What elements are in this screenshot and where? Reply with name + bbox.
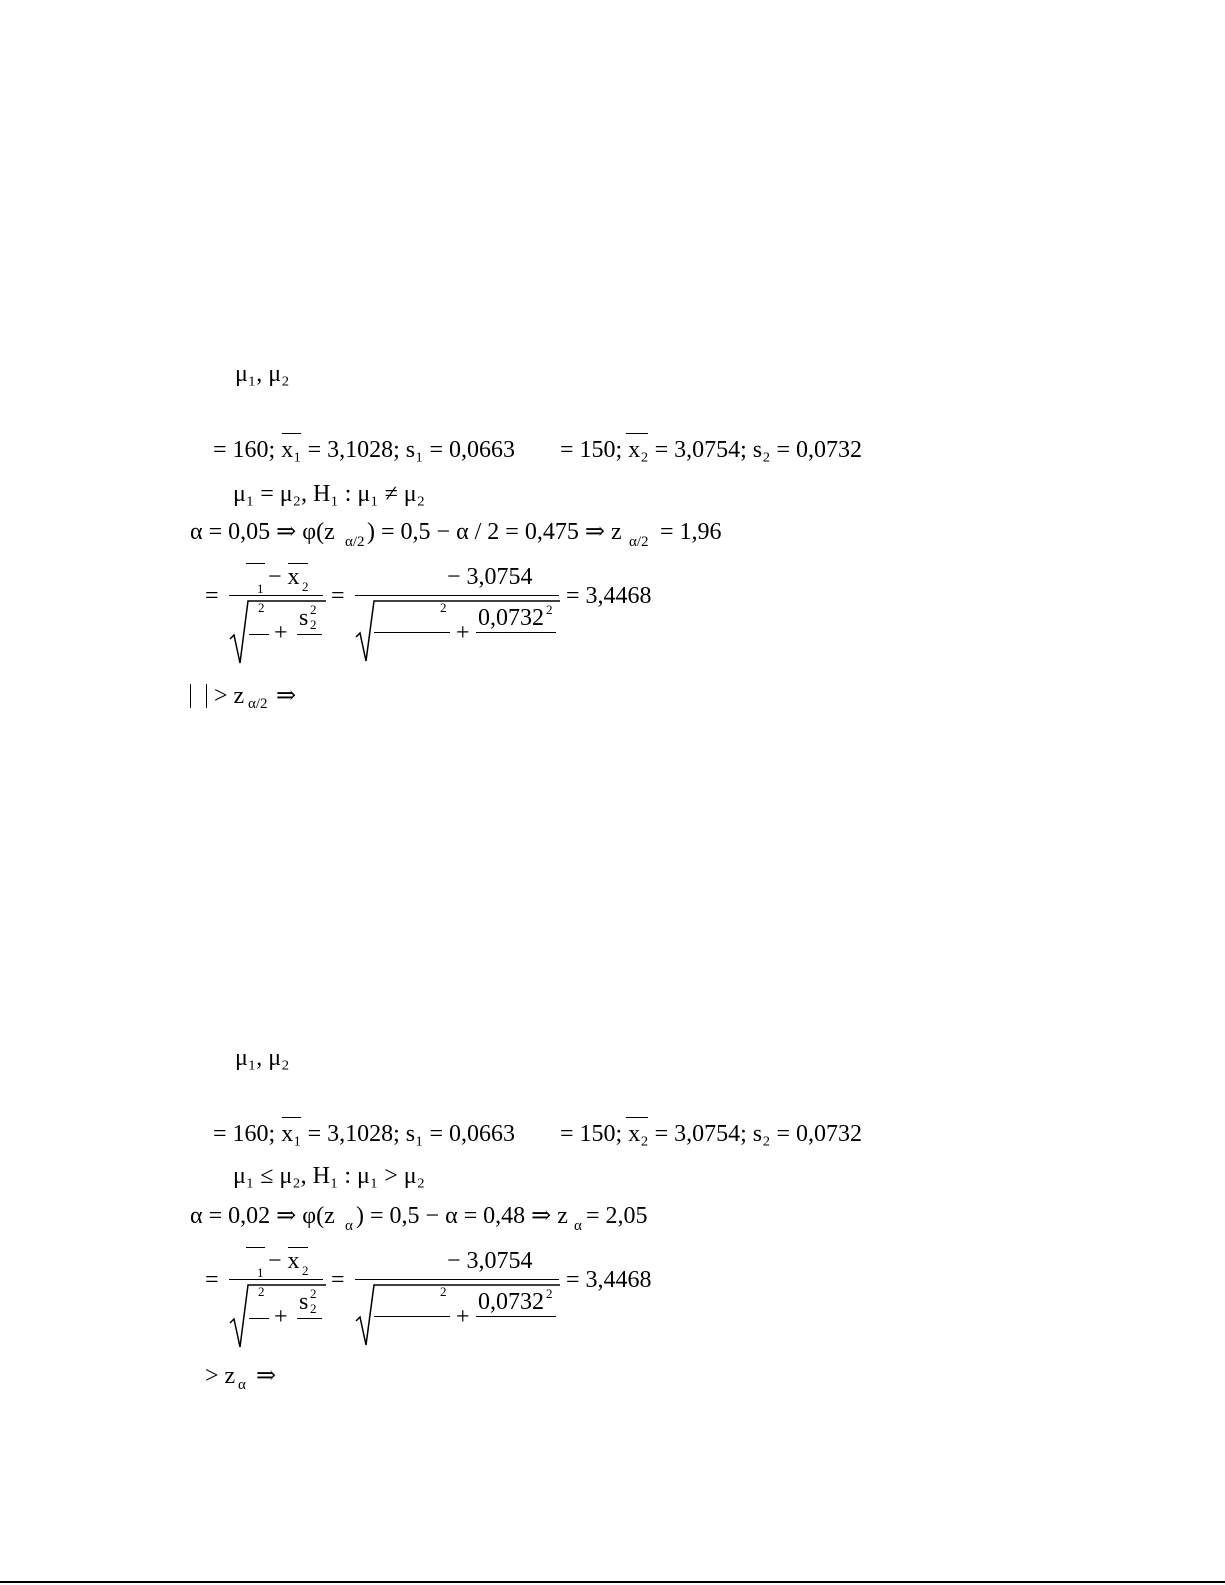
den2-frac2 [476,1316,556,1317]
den-sup: 2 [258,1284,265,1299]
page-bottom-rule [0,1581,1225,1583]
num-sub1: 1 [257,1265,264,1280]
conclusion-sub: α/2 [248,696,268,712]
den2-frac1 [374,632,450,633]
den-s: s [299,1289,309,1315]
stat-eq2: = [331,583,345,609]
params-line: μ₁, μ₂ [235,361,290,387]
den2-sup: 2 [440,1284,447,1299]
den-frac1 [249,634,269,635]
num-sub2: 2 [302,579,309,594]
den-frac1 [249,1318,269,1319]
critical-sub: α [574,1218,582,1234]
abs-bar-right [206,684,207,708]
den-plus: + [274,1304,288,1330]
den-sup: 2 [258,600,265,615]
den2-val: 0,0732 [478,605,544,631]
num2: − 3,0754 [447,564,533,590]
den-frac2 [297,1318,322,1319]
critical-mid: ) = 0,5 − α = 0,48 ⇒ z [356,1203,568,1229]
stat-result: = 3,4468 [566,1267,652,1293]
den2-sup: 2 [440,600,447,615]
conclusion-gt: > z [205,1363,236,1389]
den2-plus: + [456,1304,470,1330]
critical-value: = 1,96 [660,519,722,545]
sample1-data: = 160; x₁ = 3,1028; s₁ = 0,0663 [213,437,516,463]
num-minus-x: − x [268,564,300,590]
num2: − 3,0754 [447,1248,533,1274]
sample2-data: = 150; x₂ = 3,0754; s₂ = 0,0732 [560,437,863,463]
stat-result: = 3,4468 [566,583,652,609]
den2-val-sup: 2 [546,1286,553,1301]
den2-val-sup: 2 [546,602,553,617]
abs-bar-left [190,684,191,708]
den-s-sup: 2 [310,602,317,617]
sample1-data: = 160; x₁ = 3,1028; s₁ = 0,0663 [213,1121,516,1147]
den2-frac2 [476,632,556,633]
implies-symbol: ⇒ [256,1363,277,1389]
xbar2-overline [626,1117,648,1118]
critical-sub: α/2 [629,534,649,550]
num-xbar2-overline [288,1247,308,1248]
den2-val: 0,0732 [478,1289,544,1315]
fraction-bar-1 [229,1279,323,1280]
xbar2-overline [626,433,648,434]
num-minus-x: − x [268,1248,300,1274]
den-frac2 [297,634,322,635]
fraction-bar-1 [229,595,323,596]
implies-symbol: ⇒ [276,683,297,709]
den-s-sup: 2 [310,1286,317,1301]
critical-value: = 2,05 [586,1203,648,1229]
hypothesis-line: μ₁ ≤ μ₂, H₁ : μ₁ > μ₂ [233,1163,426,1189]
den-s-sub: 2 [310,1301,317,1316]
num-sub1: 1 [257,581,264,596]
num-xbar1-overline [246,563,265,564]
den2-frac1 [374,1316,450,1317]
params-line: μ₁, μ₂ [235,1045,290,1071]
den2-plus: + [456,620,470,646]
stat-eq1: = [205,1267,219,1293]
num-xbar1-overline [246,1247,265,1248]
alpha-sub: α [345,1218,353,1234]
den-plus: + [274,620,288,646]
alpha-sub: α/2 [345,534,365,550]
sample2-data: = 150; x₂ = 3,0754; s₂ = 0,0732 [560,1121,863,1147]
den-s-sub: 2 [310,617,317,632]
conclusion-gt: > z [214,683,245,709]
hypothesis-line: μ₁ = μ₂, H₁ : μ₁ ≠ μ₂ [233,481,426,507]
den-s: s [299,605,309,631]
fraction-bar-2 [355,595,559,596]
fraction-bar-2 [355,1279,559,1280]
alpha-eq: α = 0,02 ⇒ φ(z [190,1203,335,1229]
xbar1-overline [282,1117,301,1118]
xbar1-overline [282,433,301,434]
num-xbar2-overline [288,563,308,564]
stat-eq1: = [205,583,219,609]
alpha-eq: α = 0,05 ⇒ φ(z [190,519,335,545]
conclusion-sub: α [238,1377,246,1393]
critical-mid: ) = 0,5 − α / 2 = 0,475 ⇒ z [367,519,622,545]
num-sub2: 2 [302,1263,309,1278]
stat-eq2: = [331,1267,345,1293]
